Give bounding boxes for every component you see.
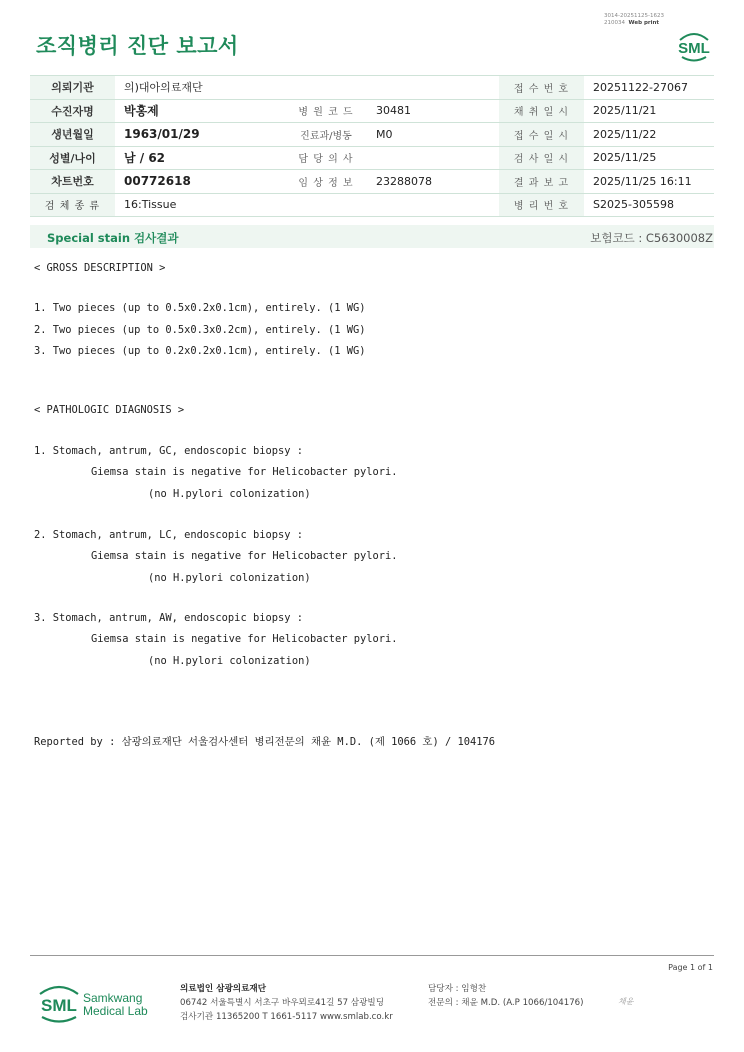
doctor-value <box>367 146 499 170</box>
page-title: 조직병리 진단 보고서 <box>36 34 239 58</box>
footer-contact: 검사기관 11365200 T 1661-5117 www.smlab.co.kr <box>180 1012 393 1022</box>
manager-line <box>428 982 486 994</box>
pathology-number-value: S2025-305598 <box>584 193 714 217</box>
hospital-code-value: 30481 <box>367 99 499 123</box>
signature: 채윤 <box>618 997 634 1006</box>
diagnosis-site: 2. Stomach, antrum, LC, endoscopic biopsy : <box>34 529 303 541</box>
info-row <box>30 170 714 194</box>
diagnosis-site: 1. Stomach, antrum, GC, endoscopic biopsy : <box>34 445 303 457</box>
diagnosis-finding: Giemsa stain is negative for Helicobacter pylori. <box>91 633 398 645</box>
document-id-line1: 3014-20251125-1623 <box>604 13 664 19</box>
sml-logo-text: SML <box>678 40 710 57</box>
birth-date-label: 생년월일 <box>30 123 115 147</box>
manager-name: 임형찬 <box>461 984 487 994</box>
footer-address: 06742 서울특별시 서초구 바우뫼로41길 57 삼광빌딩 <box>180 998 384 1008</box>
result-report-value: 2025/11/25 16:11 <box>584 170 714 194</box>
collection-date-value: 2025/11/21 <box>584 99 714 123</box>
gross-item: 3. Two pieces (up to 0.2x0.2x0.1cm), entirely. (1 WG) <box>34 345 366 357</box>
document-id <box>604 13 664 27</box>
gross-item: 2. Two pieces (up to 0.5x0.3x0.2cm), entirely. (1 WG) <box>34 324 366 336</box>
info-row <box>30 99 714 123</box>
requesting-institution-value: 의)대아의료재단 <box>115 76 499 100</box>
department-value: M0 <box>367 123 499 147</box>
diagnosis-note: (no H.pylori colonization) <box>148 572 311 584</box>
diagnosis-note: (no H.pylori colonization) <box>148 655 311 667</box>
web-print-label: Web print <box>628 20 660 26</box>
samkwang-logo-name1: Samkwang <box>83 991 143 1005</box>
result-report-label: 결 과 보 고 <box>499 170 584 194</box>
hospital-code-label: 병 원 코 드 <box>285 99 367 123</box>
manager-label: 담당자 : <box>428 984 459 994</box>
info-row <box>30 76 714 100</box>
clinical-info-value: 23288078 <box>367 170 499 194</box>
page-number: Page 1 of 1 <box>668 963 713 972</box>
diagnosis-site: 3. Stomach, antrum, AW, endoscopic biopsy : <box>34 612 303 624</box>
accession-number-value: 20251122-27067 <box>584 76 714 100</box>
sex-age-label: 성별/나이 <box>30 146 115 170</box>
pathology-number-label: 병 리 번 호 <box>499 193 584 217</box>
chart-number-label: 차트번호 <box>30 170 115 194</box>
diagnosis-finding: Giemsa stain is negative for Helicobacter pylori. <box>91 466 398 478</box>
reported-by: Reported by : 삼광의료재단 서울검사센터 병리전문의 채윤 M.D. (제 1066 호) / 104176 <box>34 736 496 748</box>
chart-number-value: 00772618 <box>115 170 285 194</box>
birth-date-value: 1963/01/29 <box>115 123 285 147</box>
samkwang-logo <box>36 980 156 1028</box>
patient-info-table <box>30 75 714 217</box>
footer-divider <box>30 955 714 956</box>
pathologic-diagnosis-heading: < PATHOLOGIC DIAGNOSIS > <box>34 404 185 416</box>
specimen-type-value: 16:Tissue <box>115 193 499 217</box>
specialist-line <box>428 996 584 1008</box>
requesting-institution-label: 의뢰기관 <box>30 76 115 100</box>
test-date-value: 2025/11/25 <box>584 146 714 170</box>
gross-item: 1. Two pieces (up to 0.5x0.2x0.1cm), entirely. (1 WG) <box>34 302 366 314</box>
gross-description-heading: < GROSS DESCRIPTION > <box>34 262 166 274</box>
department-label: 진료과/병동 <box>285 123 367 147</box>
info-row <box>30 123 714 147</box>
patient-name-label: 수진자명 <box>30 99 115 123</box>
test-date-label: 검 사 일 시 <box>499 146 584 170</box>
received-date-value: 2025/11/22 <box>584 123 714 147</box>
diagnosis-note: (no H.pylori colonization) <box>148 488 311 500</box>
sex-age-value: 남 / 62 <box>115 146 285 170</box>
clinical-info-label: 임 상 정 보 <box>285 170 367 194</box>
info-row <box>30 146 714 170</box>
collection-date-label: 채 취 일 시 <box>499 99 584 123</box>
specimen-type-label: 검 체 종 류 <box>30 193 115 217</box>
diagnosis-finding: Giemsa stain is negative for Helicobacter pylori. <box>91 550 398 562</box>
section-title: Special stain 검사결과 <box>47 231 179 245</box>
document-id-line2: 210034 <box>604 20 625 26</box>
footer-org-name: 의료법인 삼광의료재단 <box>180 984 267 994</box>
accession-number-label: 접 수 번 호 <box>499 76 584 100</box>
samkwang-logo-sml: SML <box>41 996 77 1015</box>
patient-name-value: 박홍제 <box>115 99 285 123</box>
insurance-code: 보험코드 : C5630008Z <box>590 231 713 245</box>
specialist-label: 전문의 : <box>428 998 459 1008</box>
specialist-name: 채윤 M.D. (A.P 1066/104176) <box>461 998 584 1008</box>
doctor-label: 담 당 의 사 <box>285 146 367 170</box>
info-row <box>30 193 714 217</box>
sml-logo <box>674 26 714 64</box>
samkwang-logo-name2: Medical Lab <box>83 1004 148 1018</box>
received-date-label: 접 수 일 시 <box>499 123 584 147</box>
